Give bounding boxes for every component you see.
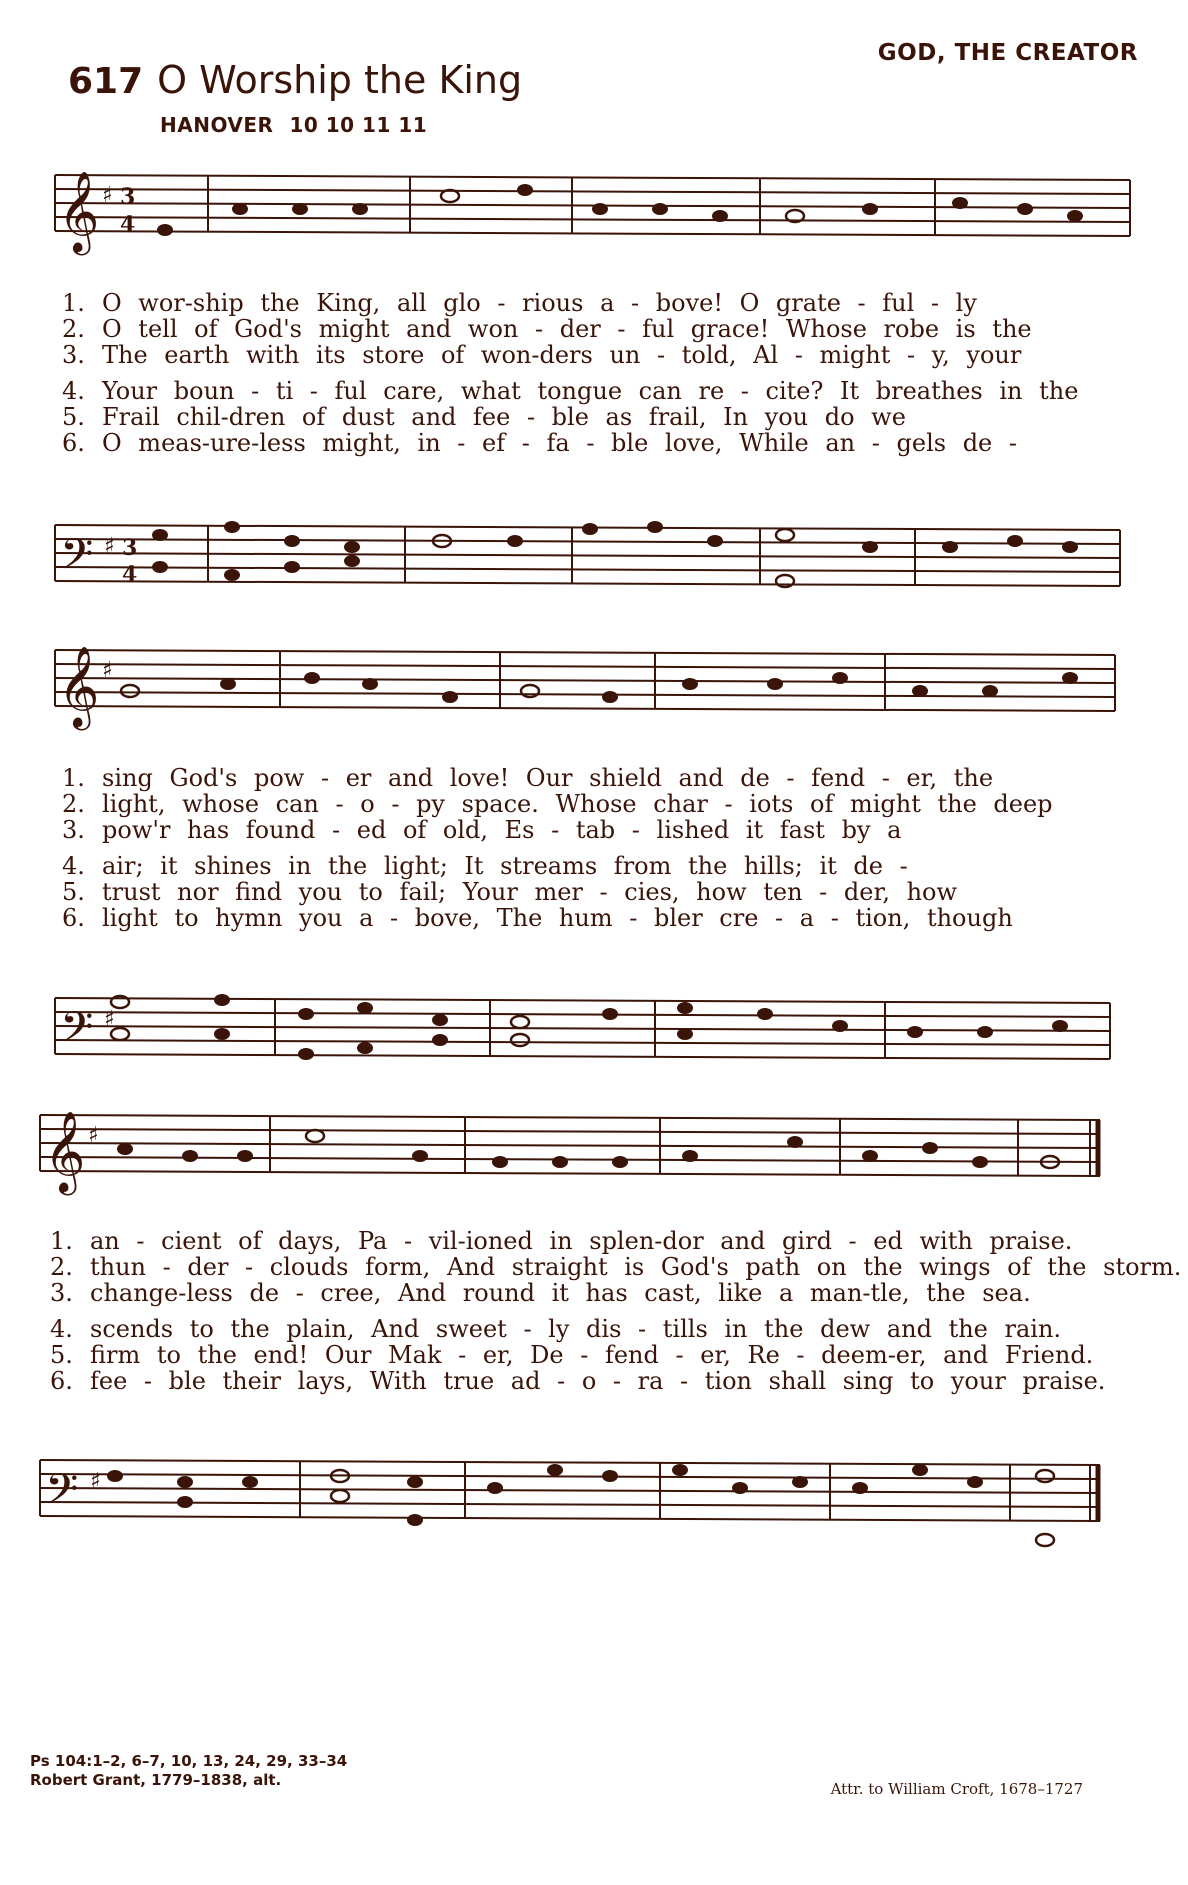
svg-text:3: 3	[122, 535, 138, 561]
treble-staff-1	[0, 160, 1188, 280]
tune-name: HANOVER	[160, 113, 274, 137]
svg-text:4: 4	[122, 562, 138, 588]
bass-staff-1	[0, 505, 1188, 625]
lyric-line: 2. thun - der - clouds form, And straight is God's path on the wings of the storm.	[50, 1253, 1182, 1281]
bass-clef: 𝄢	[60, 530, 94, 590]
lyric-line: 5. trust nor find you to fail; Your mer - cies, how ten - der, how	[62, 878, 958, 906]
lyric-line: 2. O tell of God's might and won - der - ful grace! Whose robe is the	[62, 315, 1032, 343]
hymn-number: 617	[68, 61, 144, 102]
lyric-line: 6. light to hymn you a - bove, The hum - bler cre - a - tion, though	[62, 904, 1013, 932]
svg-text:♯: ♯	[102, 658, 113, 683]
bass-clef: 𝄢	[45, 1465, 79, 1525]
svg-text:♯: ♯	[104, 534, 115, 559]
scripture-reference: Ps 104:1–2, 6–7, 10, 13, 24, 29, 33–34	[30, 1752, 348, 1770]
treble-staff-2	[0, 635, 1188, 755]
treble-clef: 𝄞	[44, 1110, 86, 1192]
barlines	[208, 176, 935, 235]
time-signature: 3	[120, 184, 136, 210]
lyrics-system-3	[50, 1227, 1182, 1395]
key-signature-sharp: ♯	[102, 183, 113, 208]
staff-lines	[55, 175, 1130, 236]
lyric-line: 1. O wor-ship the King, all glo - rious a - bove! O grate - ful - ly	[62, 289, 977, 317]
lyric-line: 6. O meas-ure-less might, in - ef - fa - ble love, While an - gels de -	[62, 429, 1017, 457]
text-source	[30, 1752, 347, 1790]
lyric-line: 3. The earth with its store of won-ders un - told, Al - might - y, your	[62, 341, 1022, 369]
svg-text:♯: ♯	[104, 1007, 115, 1032]
treble-staff-3	[0, 1100, 1188, 1220]
bass-clef: 𝄢	[60, 1003, 94, 1063]
svg-text:4: 4	[120, 212, 136, 238]
section-header: GOD, THE CREATOR	[877, 40, 1138, 66]
music-author: Attr. to William Croft, 1678–1727	[830, 1780, 1083, 1798]
lyrics-system-1	[62, 290, 1122, 456]
lyric-line: 3. change-less de - cree, And round it has cast, like a man-tle, the sea.	[50, 1279, 1031, 1307]
lyric-line: 5. firm to the end! Our Mak - er, De - fend - er, Re - deem-er, and Friend.	[50, 1341, 1094, 1369]
svg-text:♯: ♯	[90, 1469, 101, 1494]
hymn-heading	[68, 58, 522, 102]
bass-staff-2	[0, 978, 1188, 1098]
tune-line	[160, 113, 427, 137]
lyric-line: 4. Your boun - ti - ful care, what tongue can re - cite? It breathes in the	[62, 377, 1079, 405]
svg-text:♯: ♯	[88, 1123, 99, 1148]
lyric-line: 1. an - cient of days, Pa - vil-ioned in splen-dor and gird - ed with praise.	[50, 1227, 1073, 1255]
lyric-line: 2. light, whose can - o - py space. Whose char - iots of might the deep	[62, 790, 1053, 818]
lyric-line: 5. Frail chil-dren of dust and fee - ble as frail, In you do we	[62, 403, 906, 431]
lyrics-system-2	[62, 765, 1122, 931]
lyric-line: 4. air; it shines in the light; It streams from the hills; it de -	[62, 852, 908, 880]
lyric-line: 1. sing God's pow - er and love! Our shield and de - fend - er, the	[62, 764, 994, 792]
treble-clef: 𝄞	[58, 170, 100, 252]
bass-staff-3	[0, 1440, 1188, 1570]
lyric-line: 4. scends to the plain, And sweet - ly dis - tills in the dew and the rain.	[50, 1315, 1062, 1343]
treble-clef: 𝄞	[58, 645, 100, 727]
hymn-title: O Worship the King	[157, 58, 523, 102]
lyric-line: 3. pow'r has found - ed of old, Es - tab - lished it fast by a	[62, 816, 902, 844]
text-author: Robert Grant, 1779–1838, alt.	[30, 1771, 282, 1789]
lyric-line: 6. fee - ble their lays, With true ad - o - ra - tion shall sing to your praise.	[50, 1367, 1106, 1395]
tune-meter: 10 10 11 11	[289, 113, 428, 137]
